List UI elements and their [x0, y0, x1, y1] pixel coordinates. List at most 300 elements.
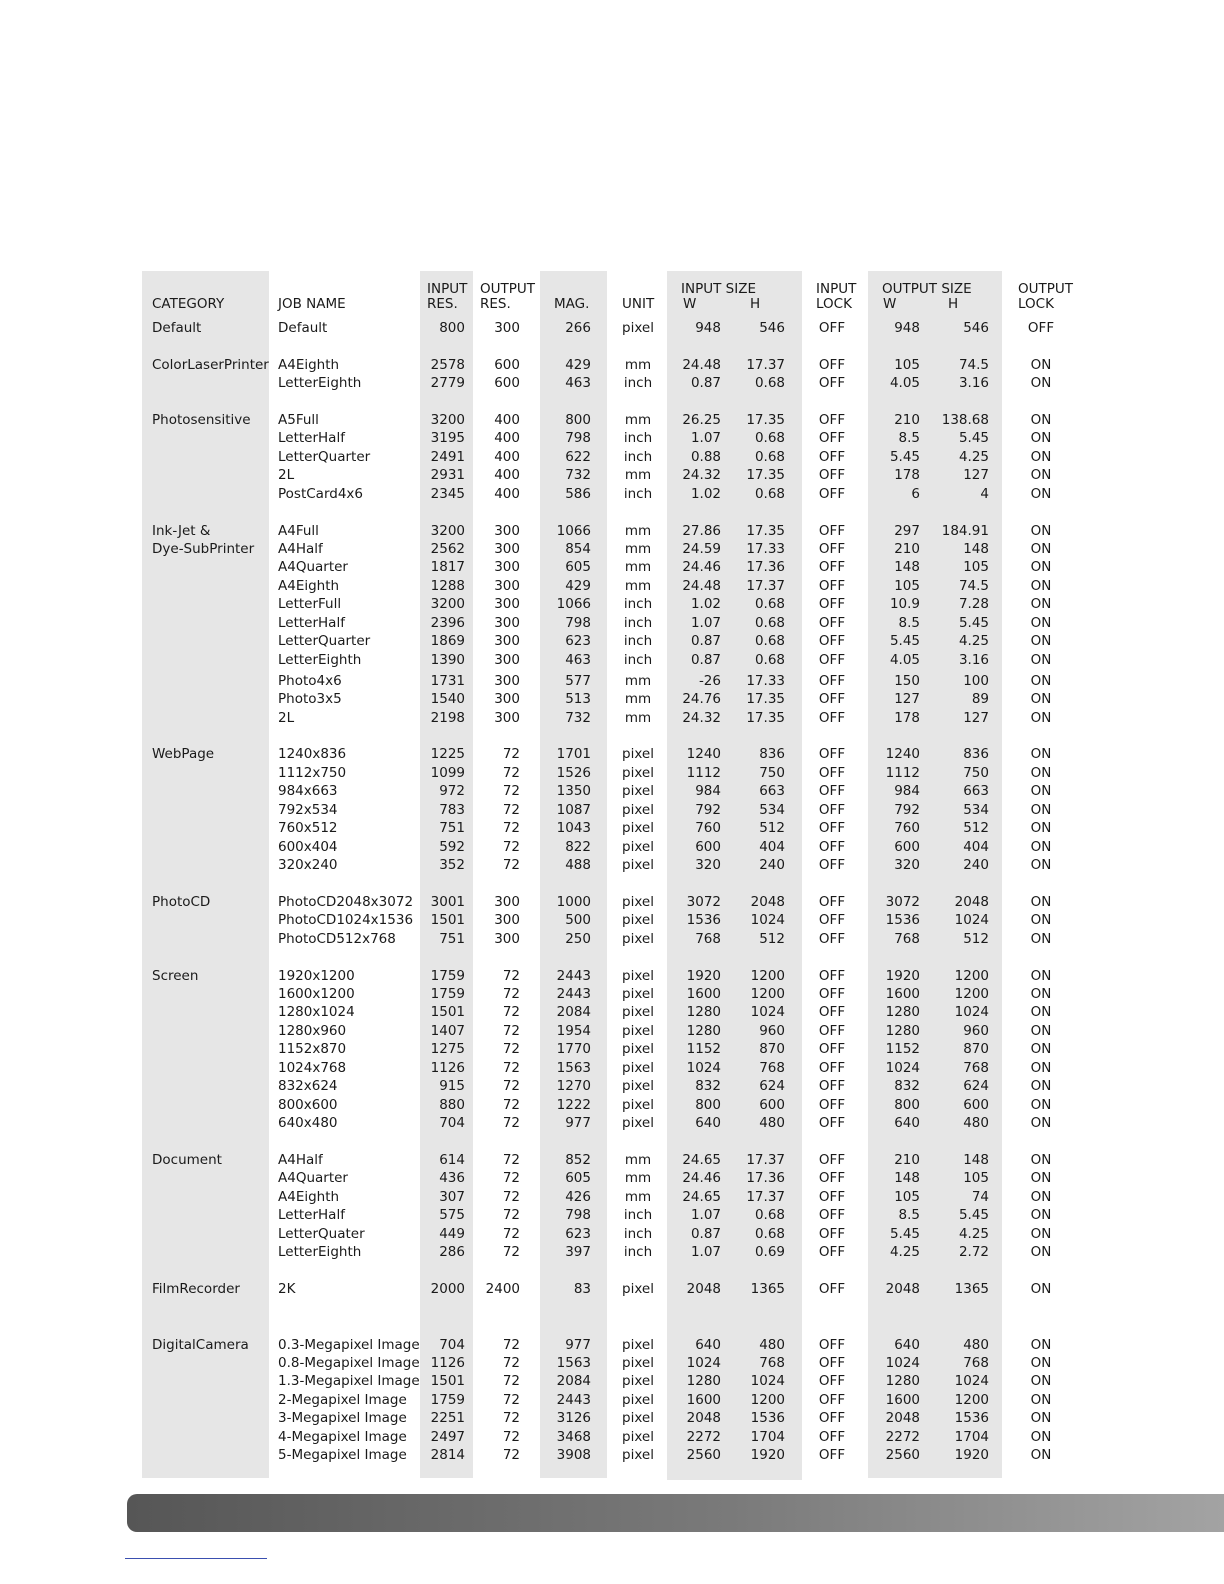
- cell-output-w: 148: [894, 1170, 920, 1186]
- cell-input-res: 2491: [430, 449, 465, 465]
- cell-category: PhotoCD: [152, 894, 211, 910]
- cell-output-h: 546: [963, 320, 989, 336]
- cell-input-res: 3200: [430, 596, 465, 612]
- cell-input-w: 24.76: [682, 691, 721, 707]
- cell-output-lock: ON: [1030, 615, 1052, 631]
- cell-input-lock: OFF: [818, 986, 846, 1002]
- cell-output-h: 4.25: [958, 1226, 989, 1242]
- cell-input-h: 600: [759, 1097, 785, 1113]
- cell-input-lock: OFF: [818, 320, 846, 336]
- cell-input-w: 1.02: [690, 596, 721, 612]
- header-input-res-line1: INPUT: [427, 281, 468, 297]
- cell-output-h: 5.45: [958, 1207, 989, 1223]
- cell-output-h: 1200: [954, 968, 989, 984]
- cell-job-name: A4Full: [278, 523, 319, 539]
- cell-unit: pixel: [622, 931, 654, 947]
- cell-unit: pixel: [622, 894, 654, 910]
- cell-unit: mm: [624, 1152, 652, 1168]
- header-output-lock-line1: OUTPUT: [1018, 281, 1074, 297]
- cell-output-lock: ON: [1030, 1060, 1052, 1076]
- cell-input-w: 320: [695, 857, 721, 873]
- cell-output-w: 640: [894, 1337, 920, 1353]
- cell-output-h: 480: [963, 1337, 989, 1353]
- cell-output-h: 148: [963, 541, 989, 557]
- cell-unit: pixel: [622, 986, 654, 1002]
- cell-output-w: 792: [894, 802, 920, 818]
- cell-input-h: 768: [759, 1355, 785, 1371]
- cell-mag: 429: [565, 578, 591, 594]
- cell-input-w: 760: [695, 820, 721, 836]
- cell-input-w: 948: [695, 320, 721, 336]
- cell-output-lock: ON: [1030, 894, 1052, 910]
- cell-mag: 3126: [556, 1410, 591, 1426]
- cell-output-h: 4.25: [958, 449, 989, 465]
- cell-job-name: A4Eighth: [278, 1189, 340, 1205]
- cell-input-lock: OFF: [818, 894, 846, 910]
- cell-category: Dye-SubPrinter: [152, 541, 255, 557]
- header-output-h: H: [948, 296, 959, 312]
- cell-mag: 1701: [556, 746, 591, 762]
- cell-output-res: 300: [494, 912, 520, 928]
- cell-output-lock: ON: [1030, 1447, 1052, 1463]
- cell-output-res: 72: [502, 1337, 520, 1353]
- cell-input-lock: OFF: [818, 1115, 846, 1131]
- cell-input-res: 2396: [430, 615, 465, 631]
- cell-job-name: 4-Megapixel Image: [278, 1429, 407, 1445]
- cell-output-w: 1600: [885, 986, 920, 1002]
- cell-output-w: 768: [894, 931, 920, 947]
- cell-output-res: 72: [502, 1060, 520, 1076]
- cell-output-w: 178: [894, 710, 920, 726]
- cell-job-name: LetterHalf: [278, 430, 345, 446]
- cell-output-h: 404: [963, 839, 989, 855]
- cell-input-lock: OFF: [818, 486, 846, 502]
- header-output-res-line2: RES.: [480, 296, 511, 312]
- cell-output-res: 72: [502, 1078, 520, 1094]
- cell-output-res: 400: [494, 486, 520, 502]
- cell-output-res: 300: [494, 559, 520, 575]
- cell-input-res: 307: [439, 1189, 465, 1205]
- cell-input-res: 1225: [430, 746, 465, 762]
- cell-mag: 3468: [556, 1429, 591, 1445]
- cell-unit: inch: [623, 449, 653, 465]
- cell-input-w: 24.46: [682, 559, 721, 575]
- cell-input-res: 449: [439, 1226, 465, 1242]
- cell-output-w: 4.25: [889, 1244, 920, 1260]
- cell-job-name: 0.8-Megapixel Image: [278, 1355, 420, 1371]
- cell-category: Screen: [152, 968, 199, 984]
- cell-unit: pixel: [622, 1429, 654, 1445]
- cell-mag: 798: [565, 615, 591, 631]
- cell-unit: mm: [624, 559, 652, 575]
- cell-input-w: 0.87: [690, 1226, 721, 1242]
- cell-mag: 605: [565, 559, 591, 575]
- cell-output-w: 1600: [885, 1392, 920, 1408]
- cell-input-lock: OFF: [818, 1207, 846, 1223]
- cell-unit: pixel: [622, 320, 654, 336]
- cell-input-lock: OFF: [818, 1373, 846, 1389]
- cell-output-res: 72: [502, 1097, 520, 1113]
- cell-category: FilmRecorder: [152, 1281, 240, 1297]
- cell-output-lock: ON: [1030, 1115, 1052, 1131]
- cell-job-name: 1152x870: [278, 1041, 347, 1057]
- cell-mag: 463: [565, 652, 591, 668]
- cell-output-res: 300: [494, 652, 520, 668]
- header-input-h: H: [750, 296, 761, 312]
- cell-output-res: 300: [494, 633, 520, 649]
- cell-output-h: 105: [963, 1170, 989, 1186]
- cell-input-h: 480: [759, 1115, 785, 1131]
- cell-job-name: 792x534: [278, 802, 338, 818]
- cell-unit: inch: [623, 1244, 653, 1260]
- cell-input-lock: OFF: [818, 912, 846, 928]
- cell-output-w: 150: [894, 673, 920, 689]
- cell-input-h: 17.35: [746, 710, 785, 726]
- cell-mag: 798: [565, 430, 591, 446]
- cell-unit: inch: [623, 615, 653, 631]
- cell-input-res: 880: [439, 1097, 465, 1113]
- cell-output-res: 300: [494, 541, 520, 557]
- cell-input-lock: OFF: [818, 839, 846, 855]
- cell-input-w: 3072: [686, 894, 721, 910]
- cell-input-w: 24.46: [682, 1170, 721, 1186]
- cell-unit: pixel: [622, 1004, 654, 1020]
- header-input-w: W: [683, 296, 697, 312]
- cell-unit: pixel: [622, 1097, 654, 1113]
- cell-input-lock: OFF: [818, 1337, 846, 1353]
- cell-input-lock: OFF: [818, 652, 846, 668]
- cell-output-h: 512: [963, 931, 989, 947]
- cell-input-h: 870: [759, 1041, 785, 1057]
- cell-input-res: 1390: [430, 652, 465, 668]
- cell-unit: pixel: [622, 839, 654, 855]
- cell-mag: 798: [565, 1207, 591, 1223]
- cell-input-w: 24.48: [682, 357, 721, 373]
- cell-category: WebPage: [152, 746, 215, 762]
- cell-input-w: 1.02: [690, 486, 721, 502]
- header-input-res-line2: RES.: [427, 296, 458, 312]
- cell-mag: 488: [565, 857, 591, 873]
- cell-input-res: 2814: [430, 1447, 465, 1463]
- cell-output-w: 6: [911, 486, 920, 502]
- cell-output-h: 74.5: [958, 357, 989, 373]
- cell-output-res: 400: [494, 430, 520, 446]
- cell-unit: pixel: [622, 1373, 654, 1389]
- cell-input-w: 24.59: [682, 541, 721, 557]
- cell-job-name: LetterHalf: [278, 615, 345, 631]
- cell-output-w: 1920: [885, 968, 920, 984]
- cell-input-w: 984: [695, 783, 721, 799]
- cell-input-w: 24.65: [682, 1152, 721, 1168]
- cell-mag: 1087: [556, 802, 591, 818]
- cell-output-w: 1280: [885, 1373, 920, 1389]
- cell-input-lock: OFF: [818, 765, 846, 781]
- cell-output-res: 72: [502, 1189, 520, 1205]
- cell-job-name: A4Half: [278, 1152, 323, 1168]
- cell-mag: 1043: [556, 820, 591, 836]
- cell-output-h: 1536: [954, 1410, 989, 1426]
- cell-input-res: 1275: [430, 1041, 465, 1057]
- cell-job-name: 832x624: [278, 1078, 338, 1094]
- cell-input-w: 1024: [686, 1060, 721, 1076]
- cell-job-name: LetterQuarter: [278, 449, 371, 465]
- cell-unit: pixel: [622, 765, 654, 781]
- cell-input-lock: OFF: [818, 375, 846, 391]
- cell-unit: mm: [624, 691, 652, 707]
- cell-input-h: 0.68: [754, 1226, 785, 1242]
- cell-output-h: 1024: [954, 1373, 989, 1389]
- cell-mag: 732: [565, 467, 591, 483]
- cell-mag: 822: [565, 839, 591, 855]
- header-output-size: OUTPUT SIZE: [882, 281, 972, 297]
- cell-input-h: 17.36: [746, 559, 785, 575]
- cell-job-name: 2-Megapixel Image: [278, 1392, 407, 1408]
- cell-unit: inch: [623, 1207, 653, 1223]
- cell-output-w: 105: [894, 357, 920, 373]
- cell-unit: mm: [624, 578, 652, 594]
- cell-output-h: 624: [963, 1078, 989, 1094]
- cell-job-name: 984x663: [278, 783, 338, 799]
- cell-output-h: 4: [980, 486, 989, 502]
- cell-output-w: 10.9: [889, 596, 920, 612]
- cell-category: Ink-Jet &: [152, 523, 211, 539]
- cell-output-h: 600: [963, 1097, 989, 1113]
- cell-output-res: 300: [494, 931, 520, 947]
- cell-job-name: A4Quarter: [278, 559, 348, 575]
- cell-input-h: 960: [759, 1023, 785, 1039]
- cell-output-lock: ON: [1030, 467, 1052, 483]
- cell-mag: 2443: [556, 1392, 591, 1408]
- cell-input-w: 1.07: [690, 1244, 721, 1260]
- cell-input-lock: OFF: [818, 467, 846, 483]
- footer-bar: [127, 1494, 1224, 1532]
- header-input-size: INPUT SIZE: [681, 281, 756, 297]
- cell-input-res: 1501: [430, 1373, 465, 1389]
- cell-input-h: 17.37: [746, 1189, 785, 1205]
- cell-output-h: 534: [963, 802, 989, 818]
- cell-output-res: 72: [502, 820, 520, 836]
- cell-output-w: 105: [894, 1189, 920, 1205]
- cell-mag: 622: [565, 449, 591, 465]
- cell-output-h: 4.25: [958, 633, 989, 649]
- cell-input-lock: OFF: [818, 783, 846, 799]
- cell-input-lock: OFF: [818, 1392, 846, 1408]
- cell-job-name: PostCard4x6: [278, 486, 363, 502]
- cell-input-h: 480: [759, 1337, 785, 1353]
- cell-output-w: 600: [894, 839, 920, 855]
- cell-job-name: 1600x1200: [278, 986, 355, 1002]
- cell-input-w: 2560: [686, 1447, 721, 1463]
- cell-input-h: 624: [759, 1078, 785, 1094]
- cell-input-lock: OFF: [818, 357, 846, 373]
- cell-input-w: 792: [695, 802, 721, 818]
- cell-input-res: 2198: [430, 710, 465, 726]
- cell-job-name: LetterEighth: [278, 375, 362, 391]
- cell-input-h: 17.35: [746, 523, 785, 539]
- cell-job-name: Photo4x6: [278, 673, 342, 689]
- cell-output-lock: ON: [1030, 412, 1052, 428]
- cell-mag: 1350: [556, 783, 591, 799]
- cell-output-res: 72: [502, 746, 520, 762]
- cell-output-w: 8.5: [898, 430, 920, 446]
- cell-output-w: 8.5: [898, 1207, 920, 1223]
- cell-mag: 2443: [556, 968, 591, 984]
- cell-output-lock: ON: [1030, 1170, 1052, 1186]
- cell-input-res: 2931: [430, 467, 465, 483]
- cell-input-h: 1920: [750, 1447, 785, 1463]
- cell-job-name: Default: [278, 320, 328, 336]
- cell-output-h: 1920: [954, 1447, 989, 1463]
- cell-output-w: 1024: [885, 1355, 920, 1371]
- cell-input-res: 352: [439, 857, 465, 873]
- cell-mag: 623: [565, 1226, 591, 1242]
- cell-unit: pixel: [622, 1281, 654, 1297]
- cell-input-h: 1365: [750, 1281, 785, 1297]
- cell-output-lock: ON: [1030, 1041, 1052, 1057]
- cell-output-lock: ON: [1030, 1373, 1052, 1389]
- cell-input-h: 240: [759, 857, 785, 873]
- cell-input-res: 2578: [430, 357, 465, 373]
- cell-input-h: 404: [759, 839, 785, 855]
- cell-output-w: 5.45: [889, 633, 920, 649]
- cell-job-name: A4Eighth: [278, 357, 340, 373]
- cell-input-lock: OFF: [818, 746, 846, 762]
- header-output-w: W: [883, 296, 897, 312]
- cell-unit: pixel: [622, 1023, 654, 1039]
- cell-output-lock: ON: [1030, 1097, 1052, 1113]
- cell-output-res: 72: [502, 1429, 520, 1445]
- cell-output-w: 5.45: [889, 449, 920, 465]
- cell-job-name: PhotoCD512x768: [278, 931, 396, 947]
- cell-input-h: 0.68: [754, 430, 785, 446]
- cell-input-res: 575: [439, 1207, 465, 1223]
- cell-unit: pixel: [622, 968, 654, 984]
- cell-input-w: -26: [698, 673, 721, 689]
- cell-job-name: LetterEighth: [278, 1244, 362, 1260]
- cell-input-lock: OFF: [818, 412, 846, 428]
- cell-job-name: LetterEighth: [278, 652, 362, 668]
- cell-output-res: 300: [494, 596, 520, 612]
- cell-mag: 3908: [556, 1447, 591, 1463]
- cell-output-lock: OFF: [1027, 320, 1055, 336]
- cell-output-w: 5.45: [889, 1226, 920, 1242]
- cell-output-h: 1365: [954, 1281, 989, 1297]
- cell-output-w: 1280: [885, 1023, 920, 1039]
- cell-input-w: 24.32: [682, 710, 721, 726]
- cell-job-name: 640x480: [278, 1115, 338, 1131]
- cell-output-res: 72: [502, 1170, 520, 1186]
- cell-input-res: 1126: [430, 1355, 465, 1371]
- cell-output-h: 89: [971, 691, 989, 707]
- cell-input-lock: OFF: [818, 1097, 846, 1113]
- cell-input-w: 1280: [686, 1004, 721, 1020]
- cell-output-w: 148: [894, 559, 920, 575]
- cell-output-res: 72: [502, 1355, 520, 1371]
- cell-category: ColorLaserPrinter: [152, 357, 269, 373]
- cell-output-h: 1200: [954, 986, 989, 1002]
- cell-output-res: 72: [502, 1115, 520, 1131]
- cell-unit: inch: [623, 1226, 653, 1242]
- cell-input-w: 640: [695, 1337, 721, 1353]
- cell-input-lock: OFF: [818, 710, 846, 726]
- cell-input-res: 704: [439, 1115, 465, 1131]
- cell-unit: inch: [623, 596, 653, 612]
- cell-mag: 463: [565, 375, 591, 391]
- cell-input-h: 17.35: [746, 412, 785, 428]
- cell-output-res: 72: [502, 1226, 520, 1242]
- cell-output-w: 210: [894, 412, 920, 428]
- cell-output-res: 72: [502, 839, 520, 855]
- cell-job-name: LetterFull: [278, 596, 342, 612]
- cell-job-name: 2K: [278, 1281, 296, 1297]
- cell-output-lock: ON: [1030, 968, 1052, 984]
- header-input-lock-line1: INPUT: [816, 281, 857, 297]
- cell-output-res: 72: [502, 1392, 520, 1408]
- cell-output-lock: ON: [1030, 541, 1052, 557]
- cell-output-w: 210: [894, 541, 920, 557]
- cell-output-h: 127: [963, 710, 989, 726]
- cell-job-name: PhotoCD2048x3072: [278, 894, 414, 910]
- cell-output-w: 1024: [885, 1060, 920, 1076]
- cell-unit: pixel: [622, 1337, 654, 1353]
- cell-input-res: 614: [439, 1152, 465, 1168]
- cell-input-lock: OFF: [818, 615, 846, 631]
- cell-output-h: 148: [963, 1152, 989, 1168]
- cell-input-w: 0.87: [690, 375, 721, 391]
- cell-input-lock: OFF: [818, 802, 846, 818]
- cell-mag: 397: [565, 1244, 591, 1260]
- cell-job-name: 2L: [278, 710, 295, 726]
- cell-input-res: 1759: [430, 986, 465, 1002]
- cell-input-res: 2345: [430, 486, 465, 502]
- cell-input-res: 286: [439, 1244, 465, 1260]
- cell-input-h: 1024: [750, 912, 785, 928]
- cell-output-w: 1240: [885, 746, 920, 762]
- cell-mag: 854: [565, 541, 591, 557]
- cell-output-lock: ON: [1030, 1429, 1052, 1445]
- cell-mag: 1066: [556, 523, 591, 539]
- cell-unit: inch: [623, 375, 653, 391]
- cell-mag: 1066: [556, 596, 591, 612]
- cell-input-lock: OFF: [818, 578, 846, 594]
- cell-input-lock: OFF: [818, 1023, 846, 1039]
- cell-input-h: 0.68: [754, 449, 785, 465]
- cell-output-res: 300: [494, 320, 520, 336]
- cell-output-h: 3.16: [958, 375, 989, 391]
- cell-mag: 1770: [556, 1041, 591, 1057]
- cell-output-lock: ON: [1030, 986, 1052, 1002]
- cell-output-lock: ON: [1030, 430, 1052, 446]
- cell-input-w: 1920: [686, 968, 721, 984]
- cell-unit: pixel: [622, 1041, 654, 1057]
- cell-unit: mm: [624, 1170, 652, 1186]
- cell-input-lock: OFF: [818, 673, 846, 689]
- cell-output-lock: ON: [1030, 1078, 1052, 1094]
- cell-mag: 266: [565, 320, 591, 336]
- cell-input-res: 3200: [430, 523, 465, 539]
- cell-input-h: 1200: [750, 986, 785, 1002]
- cell-input-w: 24.65: [682, 1189, 721, 1205]
- cell-input-w: 1280: [686, 1373, 721, 1389]
- cell-job-name: 1112x750: [278, 765, 347, 781]
- header-category: CATEGORY: [152, 296, 225, 312]
- cell-output-h: 184.91: [941, 523, 989, 539]
- cell-mag: 1222: [556, 1097, 591, 1113]
- cell-output-w: 760: [894, 820, 920, 836]
- cell-output-res: 72: [502, 857, 520, 873]
- cell-input-lock: OFF: [818, 1355, 846, 1371]
- cell-output-res: 72: [502, 765, 520, 781]
